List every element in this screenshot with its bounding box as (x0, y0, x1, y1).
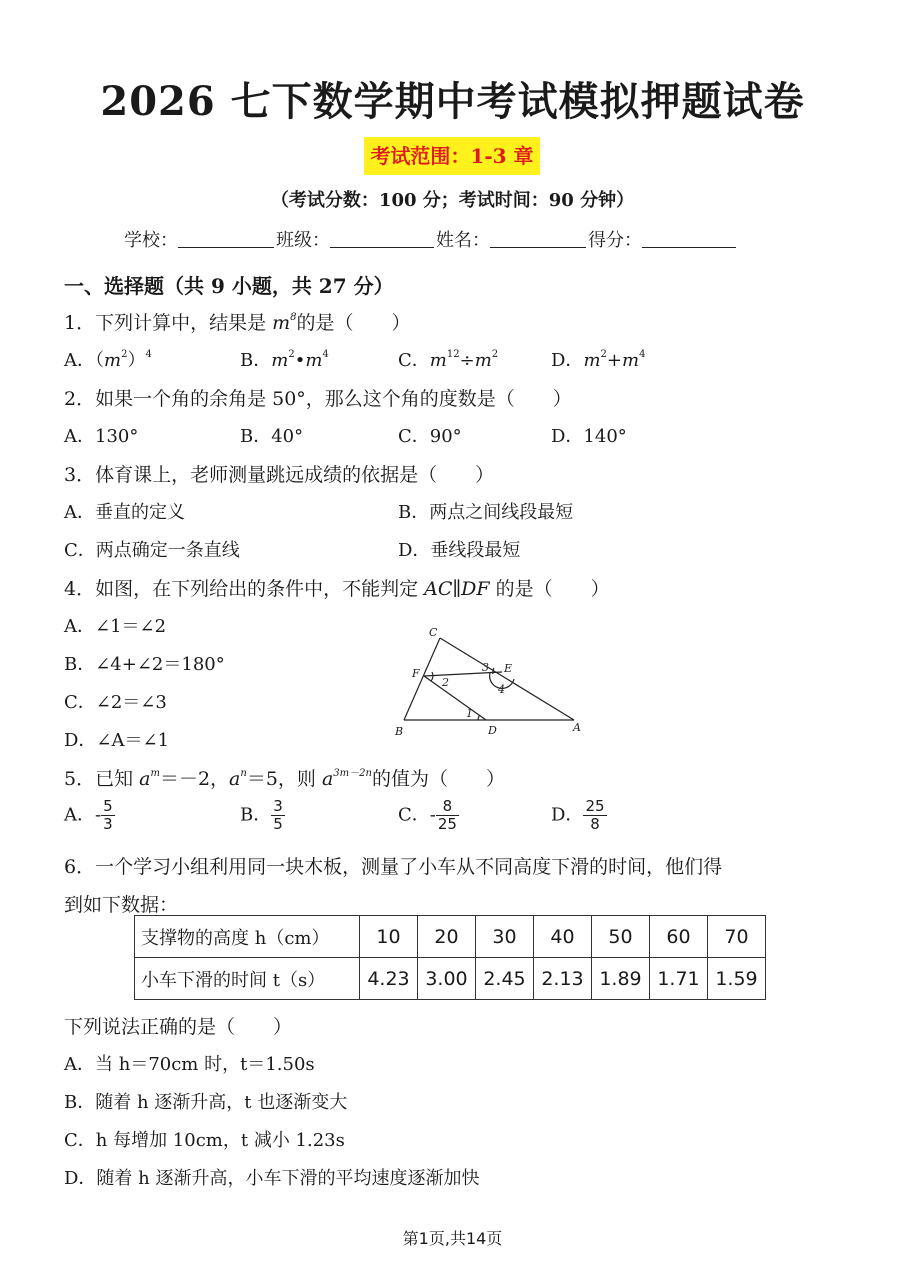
q5-option-d-fraction (583, 798, 606, 833)
school-blank[interactable] (178, 233, 274, 248)
q5-c-denominator: 25 (437, 815, 457, 833)
line-cb (404, 638, 440, 720)
label-d: D (488, 724, 497, 737)
table-cell: 1.89 (592, 958, 650, 1000)
q2-option-c[interactable]: C．90° (398, 426, 462, 447)
q5-b-denominator: 5 (273, 815, 283, 833)
q1-option-a-label: A． (64, 350, 95, 371)
table-cell: 30 (476, 916, 534, 958)
q5-a-denominator: 3 (103, 815, 113, 833)
q1-stem-pre: 1．下列计算中，结果是 (64, 312, 273, 334)
q5-stem-pre: 5．已知 (64, 768, 140, 790)
table-row (135, 958, 766, 1000)
table-cell: 50 (592, 916, 650, 958)
label-a: A (573, 721, 581, 734)
q1-option-a[interactable]: A．$(m^2)^4$ (64, 349, 152, 371)
exam-meta: （考试分数：100 分；考试时间：90 分钟） (270, 190, 635, 211)
q4-stem-pre: 4．如图，在下列给出的条件中，不能判定 (64, 578, 425, 600)
question-1-stem (64, 308, 411, 335)
question-6-stem-line1: 6．一个学习小组利用同一块木板，测量了小车从不同高度下滑的时间，他们得 (64, 856, 723, 878)
table-cell: 70 (708, 916, 766, 958)
q5-option-b[interactable] (240, 798, 285, 833)
table-cell: 2.13 (534, 958, 592, 1000)
label-c: C (429, 626, 438, 639)
q5-b-numerator: 3 (273, 797, 283, 815)
q5-stem-mid2: ＝5，则 (246, 768, 322, 790)
q5-option-a-sign: - (95, 804, 102, 826)
page-number: 第1页,共14页 (402, 1229, 503, 1248)
q5-option-b-fraction (271, 798, 285, 833)
q4-stem-post: 的是（ ） (489, 578, 610, 600)
question-4-stem (64, 574, 610, 601)
q5-option-b-label: B． (240, 804, 272, 826)
q1-option-b-label: B． (240, 350, 272, 371)
line-ca (440, 638, 574, 720)
name-blank[interactable] (490, 233, 586, 248)
question-3-stem: 3．体育课上，老师测量跳远成绩的依据是（ ） (64, 464, 495, 486)
q5-stem-mid1: ＝－2， (159, 768, 230, 790)
page-title: 2026 七下数学期中考试模拟押题试卷 (100, 78, 805, 125)
q2-option-d[interactable]: D．140° (551, 426, 627, 447)
q4-geometry-figure (388, 620, 598, 745)
q4-option-c[interactable]: C．∠2＝∠3 (64, 692, 167, 713)
table-row-header-time: 小车下滑的时间 t（s） (135, 958, 360, 1000)
table-row-header-height: 支撑物的高度 h（cm） (135, 916, 360, 958)
q5-option-a-label: A． (64, 804, 95, 826)
question-5-stem: 5．已知 $a^m=-2$，$a^n=5$，则 $a^{3m-2n}$的值为（ ） (64, 768, 505, 790)
score-label: 得分： (588, 230, 642, 251)
q3-option-c[interactable]: C．两点确定一条直线 (64, 540, 240, 561)
q4-option-a[interactable]: A．∠1＝∠2 (64, 616, 167, 637)
name-label: 姓名： (436, 230, 490, 251)
q6-option-d[interactable]: D．随着 h 逐渐升高，小车下滑的平均速度逐渐加快 (64, 1168, 480, 1189)
q5-option-a-fraction (101, 798, 115, 833)
q6-prompt: 下列说法正确的是（ ） (64, 1016, 293, 1038)
label-e: E (504, 662, 513, 675)
q6-option-a[interactable]: A．当 h＝70cm 时，t＝1.50s (64, 1054, 315, 1075)
q1-option-c[interactable]: C．$m^{12}\div m^2$ (398, 349, 499, 371)
q3-option-b[interactable]: B．两点之间线段最短 (398, 502, 574, 523)
q5-d-denominator: 8 (590, 815, 600, 833)
question-6-stem-line2: 到如下数据： (64, 894, 179, 916)
q6-data-table (134, 915, 766, 1000)
q5-option-a[interactable] (64, 798, 115, 833)
q5-a-numerator: 5 (103, 797, 113, 815)
table-cell: 3.00 (418, 958, 476, 1000)
q5-stem-post: 的值为（ ） (371, 768, 505, 790)
table-cell: 1.71 (650, 958, 708, 1000)
q5-option-c-sign: - (429, 804, 436, 826)
school-label: 学校： (124, 230, 178, 251)
q1-option-d-label: D． (551, 350, 584, 371)
label-angle-4: 4 (498, 683, 505, 696)
q5-option-c[interactable] (398, 798, 459, 833)
q4-condition: AC∥DF (424, 578, 490, 600)
q5-option-c-fraction (436, 798, 459, 833)
q5-option-d[interactable] (551, 798, 607, 833)
question-2-stem: 2．如果一个角的余角是 50°，那么这个角的度数是（ ） (64, 388, 572, 410)
q6-option-c[interactable]: C．h 每增加 10cm，t 减小 1.23s (64, 1130, 345, 1151)
table-cell: 10 (360, 916, 418, 958)
student-info-fields (124, 226, 738, 252)
q5-option-c-label: C． (398, 804, 430, 826)
q4-option-d[interactable]: D．∠A＝∠1 (64, 730, 170, 751)
q4-option-b[interactable]: B．∠4+∠2＝180° (64, 654, 225, 675)
line-fd (424, 676, 486, 720)
angle-2-arc (431, 672, 433, 681)
q1-stem-post: 的是（ ） (296, 312, 411, 334)
q2-option-a[interactable]: A．130° (64, 426, 139, 447)
q1-option-d[interactable]: D．$m^2+m^4$ (551, 349, 646, 371)
q3-option-a[interactable]: A．垂直的定义 (64, 502, 185, 523)
angle-1-arc (478, 715, 480, 720)
q2-option-b[interactable]: B．40° (240, 426, 304, 447)
label-angle-3: 3 (482, 661, 489, 674)
q1-option-c-label: C． (398, 350, 430, 371)
table-cell: 60 (650, 916, 708, 958)
q1-expr: $m^8$ (272, 312, 297, 334)
table-cell: 1.59 (708, 958, 766, 1000)
label-angle-2: 2 (442, 676, 449, 689)
table-cell: 2.45 (476, 958, 534, 1000)
class-blank[interactable] (330, 233, 434, 248)
label-b: B (395, 725, 404, 738)
table-cell: 4.23 (360, 958, 418, 1000)
section-title: 一、选择题（共 9 小题，共 27 分） (64, 274, 394, 298)
score-blank[interactable] (642, 233, 736, 248)
label-angle-1: 1 (466, 707, 473, 720)
q5-option-d-label: D． (551, 804, 584, 826)
q1-option-b[interactable]: B．$m^2•m^4$ (240, 349, 329, 371)
table-cell: 20 (418, 916, 476, 958)
table-cell: 40 (534, 916, 592, 958)
q3-option-d[interactable]: D．垂线段最短 (398, 540, 521, 561)
q5-d-numerator: 25 (585, 797, 605, 815)
exam-scope-badge: 考试范围：1-3 章 (364, 137, 540, 175)
label-f: F (412, 667, 420, 680)
q5-c-numerator: 8 (436, 798, 459, 816)
q6-option-b[interactable]: B．随着 h 逐渐升高，t 也逐渐变大 (64, 1092, 348, 1113)
class-label: 班级： (276, 230, 330, 251)
table-row (135, 916, 766, 958)
